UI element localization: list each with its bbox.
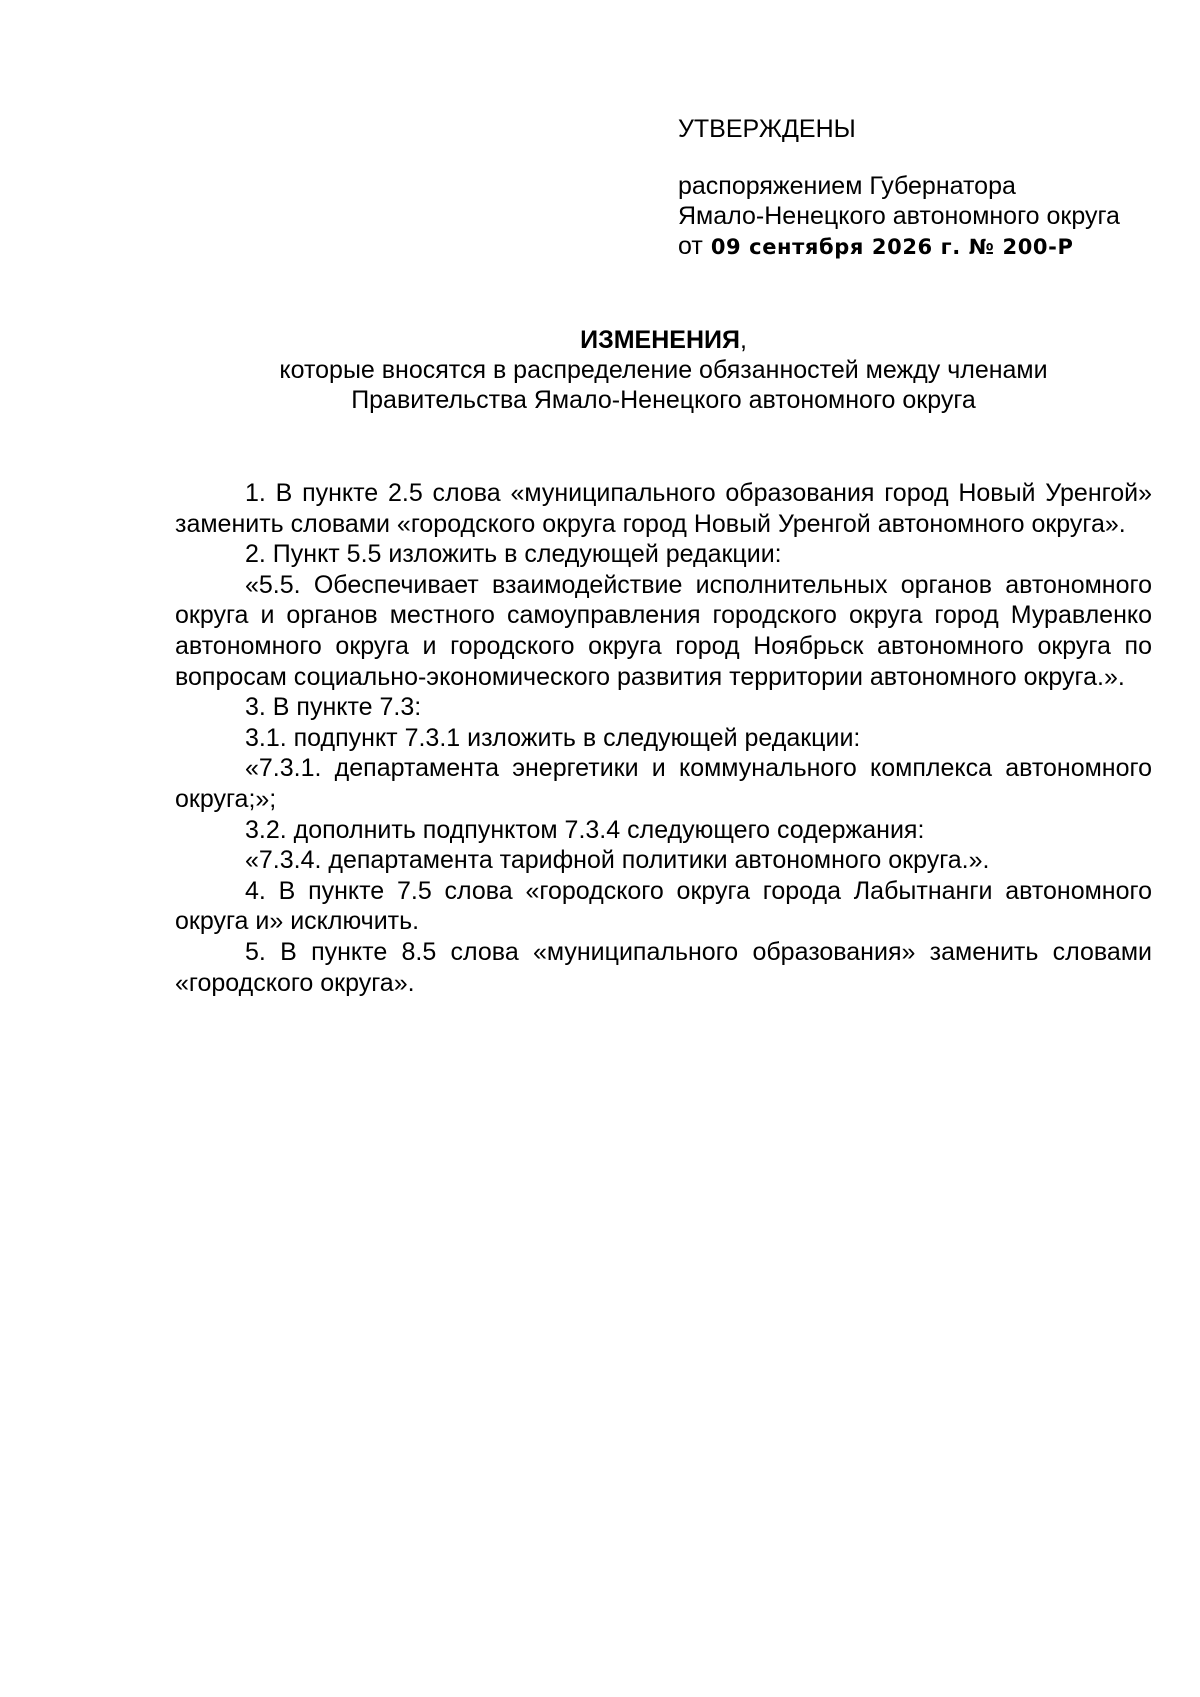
approval-stamp [678, 114, 1178, 262]
paragraph-8: «7.3.4. департамента тарифной политики автономного округа.». [245, 846, 990, 875]
approval-date-row [678, 231, 1178, 262]
paragraph-6: «7.3.1. департамента энергетики и коммунального комплекса автономного округа;»; [175, 754, 1152, 813]
approval-date-prefix: от [678, 232, 703, 260]
paragraph-1: 1. В пункте 2.5 слова «муниципального образования город Новый Уренгой» заменить словами «городского округа город Новый Уренгой автономного округа». [175, 479, 1152, 538]
paragraph-7: 3.2. дополнить подпунктом 7.3.4 следующего содержания: [245, 815, 925, 844]
title-sub-line-1: которые вносятся в распределение обязанностей между членами [279, 356, 1048, 384]
paragraph-3: «5.5. Обеспечивает взаимодействие исполнительных органов автономного округа и органов местного самоуправления городского округа город Муравленко автономного округа и городского округа город Ноябрьск автономного округа по вопросам социально-экономического развития территории автономного округа.». [175, 570, 1152, 691]
paragraph-4: 3. В пункте 7.3: [245, 693, 422, 722]
approval-date-value: 09 сентября 2026 г. № 200-Р [710, 235, 1074, 259]
paragraph-10: 5. В пункте 8.5 слова «муниципального образования» заменить словами «городского округа». [175, 937, 1152, 997]
approval-line-2: Ямало-Ненецкого автономного округа [678, 202, 1120, 230]
title-main [175, 325, 1152, 355]
approval-heading: УТВЕРЖДЕНЫ [678, 115, 856, 143]
approval-line-1: распоряжением Губернатора [678, 172, 1016, 200]
document-title [175, 325, 1152, 415]
paragraph-2: 2. Пункт 5.5 изложить в следующей редакции: [245, 540, 782, 569]
title-main-suffix: , [739, 326, 747, 354]
title-main-word: ИЗМЕНЕНИЯ [580, 326, 740, 354]
paragraph-5: 3.1. подпункт 7.3.1 изложить в следующей редакции: [245, 723, 861, 752]
document-body [175, 478, 1152, 998]
title-sub-line-2: Правительства Ямало-Ненецкого автономного округа [351, 386, 976, 414]
paragraph-9: 4. В пункте 7.5 слова «городского округа города Лабытнанги автономного округа и» исключить. [175, 876, 1152, 936]
